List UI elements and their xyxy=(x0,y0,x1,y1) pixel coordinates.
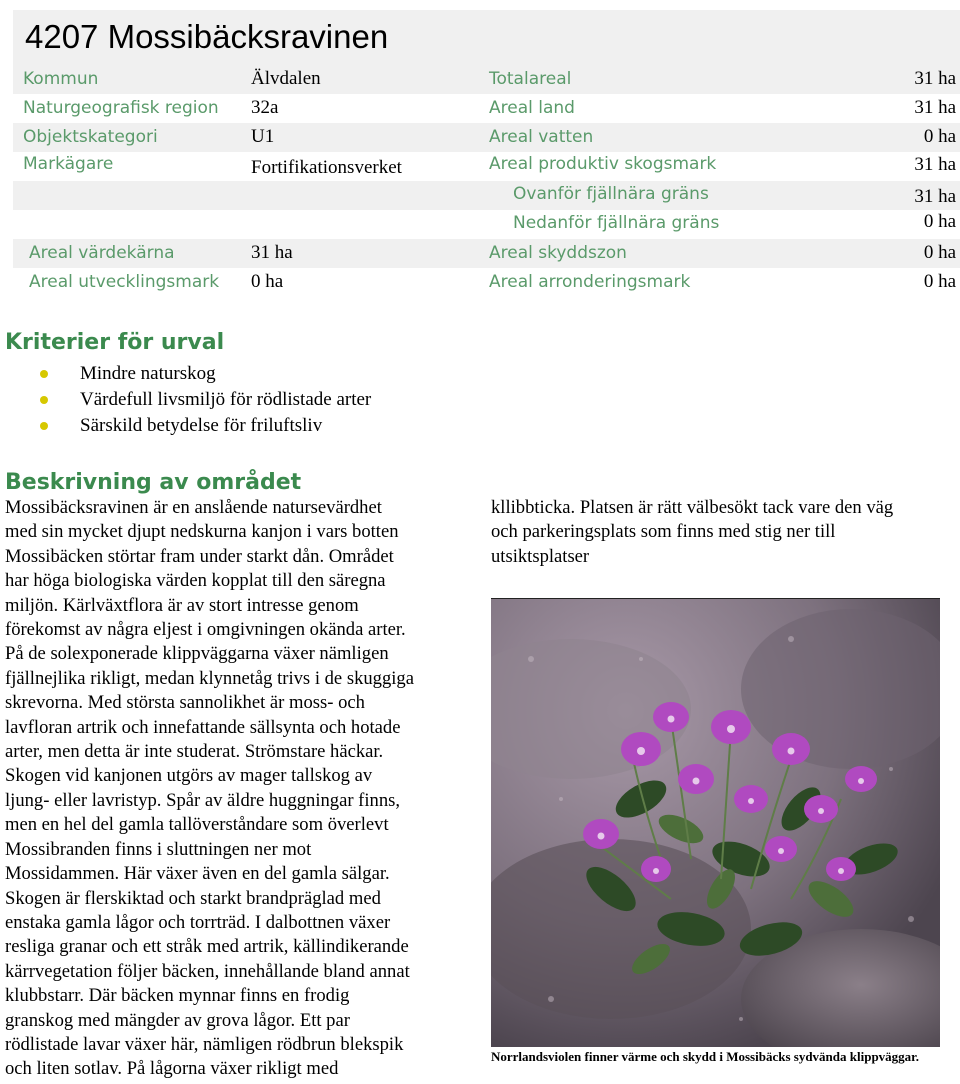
bullet-icon xyxy=(40,396,48,404)
totalareal-label: Totalareal xyxy=(489,69,572,89)
facts-row-markagare xyxy=(13,152,960,181)
facts-row-kategori xyxy=(13,123,960,152)
description-line: resliga granar och ett stråk med artrik, källindikerande xyxy=(5,936,409,958)
criteria-heading: Kriterier för urval xyxy=(5,330,225,355)
violet-photo xyxy=(491,598,940,1047)
vardekarna-value: 31 ha xyxy=(251,242,293,263)
description-line: rödlistade lavar växer här, nämligen rödbrun blekspik xyxy=(5,1033,404,1055)
criteria-item-text: Mindre naturskog xyxy=(80,363,216,384)
description-line: fjällnejlika rikligt, medan klynnetåg trivs i de skuggiga xyxy=(5,667,414,689)
utvecklingsmark-label: Areal utvecklingsmark xyxy=(29,272,220,292)
description-line: Mossidammen. Här växer även en del gamla sälgar. xyxy=(5,863,390,885)
facts-row-utvecklingsmark xyxy=(13,268,960,297)
description-line: klubbstarr. Där bäcken mynnar finns en frodig xyxy=(5,985,350,1007)
bullet-icon xyxy=(40,370,48,378)
areal-vatten-value: 0 ha xyxy=(923,126,956,147)
criteria-item-text: Värdefull livsmiljö för rödlistade arter xyxy=(80,389,372,410)
facts-row-vardekarna xyxy=(13,239,960,268)
title-bar xyxy=(13,10,960,66)
description-line: med sin mycket djupt nedskurna kanjon i vars botten xyxy=(5,521,399,543)
bullet-icon xyxy=(40,422,48,430)
description-line: kärrvegetation följer bäcken, innehållande bland annat xyxy=(5,960,410,982)
markagare-value: Fortifikationsverket xyxy=(251,157,402,178)
facts-row-ovanfor xyxy=(13,181,960,210)
description-column-2 xyxy=(491,496,956,569)
nedanfor-value: 0 ha xyxy=(923,211,956,232)
description-line: har höga biologiska värden kopplat till den säregna xyxy=(5,570,386,592)
markagare-label: Markägare xyxy=(23,154,114,174)
description-line: skrevorna. Med största sannolikhet är moss- och xyxy=(5,692,365,714)
description-line: Mossibäcken störtar fram under starkt dån. Området xyxy=(5,545,394,567)
description-line: miljön. Kärlväxtflora är av stort intresse genom xyxy=(5,594,359,616)
description-line: men en hel del gamla tallöverståndare som överlevt xyxy=(5,814,389,836)
vardekarna-label: Areal värdekärna xyxy=(29,243,175,263)
violet-photo-image xyxy=(491,599,940,1047)
kommun-label: Kommun xyxy=(23,69,99,89)
description-line: Skogen är flerskiktad och starkt brandpräglad med xyxy=(5,887,381,909)
ovanfor-value: 31 ha xyxy=(914,186,956,207)
areal-land-label: Areal land xyxy=(489,98,575,118)
nedanfor-label: Nedanför fjällnära gräns xyxy=(513,213,720,233)
facts-row-nedanfor xyxy=(13,210,960,239)
description-line: och liten sotlav. På lågorna växer rikligt med xyxy=(5,1058,339,1080)
description-line: utsiktsplatser xyxy=(491,545,590,567)
facts-row-kommun xyxy=(13,65,960,94)
description-line: lavfloran artrik och innefattande sällsynta och hotade xyxy=(5,716,401,738)
skyddszon-value: 0 ha xyxy=(923,242,956,263)
skyddszon-label: Areal skyddszon xyxy=(489,243,627,263)
description-line: ljung- eller lavristyp. Spår av äldre huggningar finns, xyxy=(5,789,401,811)
totalareal-value: 31 ha xyxy=(914,68,956,89)
description-column-1 xyxy=(5,496,475,1082)
description-line: På de solexponerade klippväggarna växer nämligen xyxy=(5,643,389,665)
criteria-item-text: Särskild betydelse för friluftsliv xyxy=(80,415,323,436)
page-title: 4207 Mossibäcksravinen xyxy=(25,18,389,55)
kategori-label: Objektskategori xyxy=(23,127,158,147)
kommun-value: Älvdalen xyxy=(251,68,321,89)
description-line: granskog med mängder av grova lågor. Ett par xyxy=(5,1009,350,1031)
description-line: Mossibranden finns i sluttningen ner mot xyxy=(5,838,312,860)
kategori-value: U1 xyxy=(251,126,275,147)
utvecklingsmark-value: 0 ha xyxy=(251,271,284,292)
description-line: kllibbticka. Platsen är rätt välbesökt tack vare den väg xyxy=(491,497,894,518)
facts-row-region xyxy=(13,94,960,123)
description-line: Skogen vid kanjonen utgörs av mager tallskog av xyxy=(5,765,373,787)
description-line: Mossibäcksravinen är en anslående natursevärdhet xyxy=(5,497,382,518)
description-heading: Beskrivning av området xyxy=(5,470,302,495)
produktiv-label: Areal produktiv skogsmark xyxy=(489,154,717,174)
ovanfor-label: Ovanför fjällnära gräns xyxy=(513,184,709,204)
produktiv-value: 31 ha xyxy=(914,154,956,175)
description-line: arter, men detta är inte studerat. Strömstare häckar. xyxy=(5,741,384,763)
photo-caption: Norrlandsviolen finner värme och skydd i Mossibäcks sydvända klippväggar. xyxy=(491,1049,919,1064)
region-value: 32a xyxy=(251,97,279,118)
areal-vatten-label: Areal vatten xyxy=(489,127,594,147)
description-line: förekomst av några eljest i omgivningen okända arter. xyxy=(5,619,406,641)
description-line: enstaka gamla lågor och torrträd. I dalbottnen växer xyxy=(5,911,391,933)
arrondering-label: Areal arronderingsmark xyxy=(489,272,691,292)
description-line: och parkeringsplats som finns med stig ner till xyxy=(491,521,836,543)
areal-land-value: 31 ha xyxy=(914,97,956,118)
arrondering-value: 0 ha xyxy=(923,271,956,292)
region-label: Naturgeografisk region xyxy=(23,98,219,118)
